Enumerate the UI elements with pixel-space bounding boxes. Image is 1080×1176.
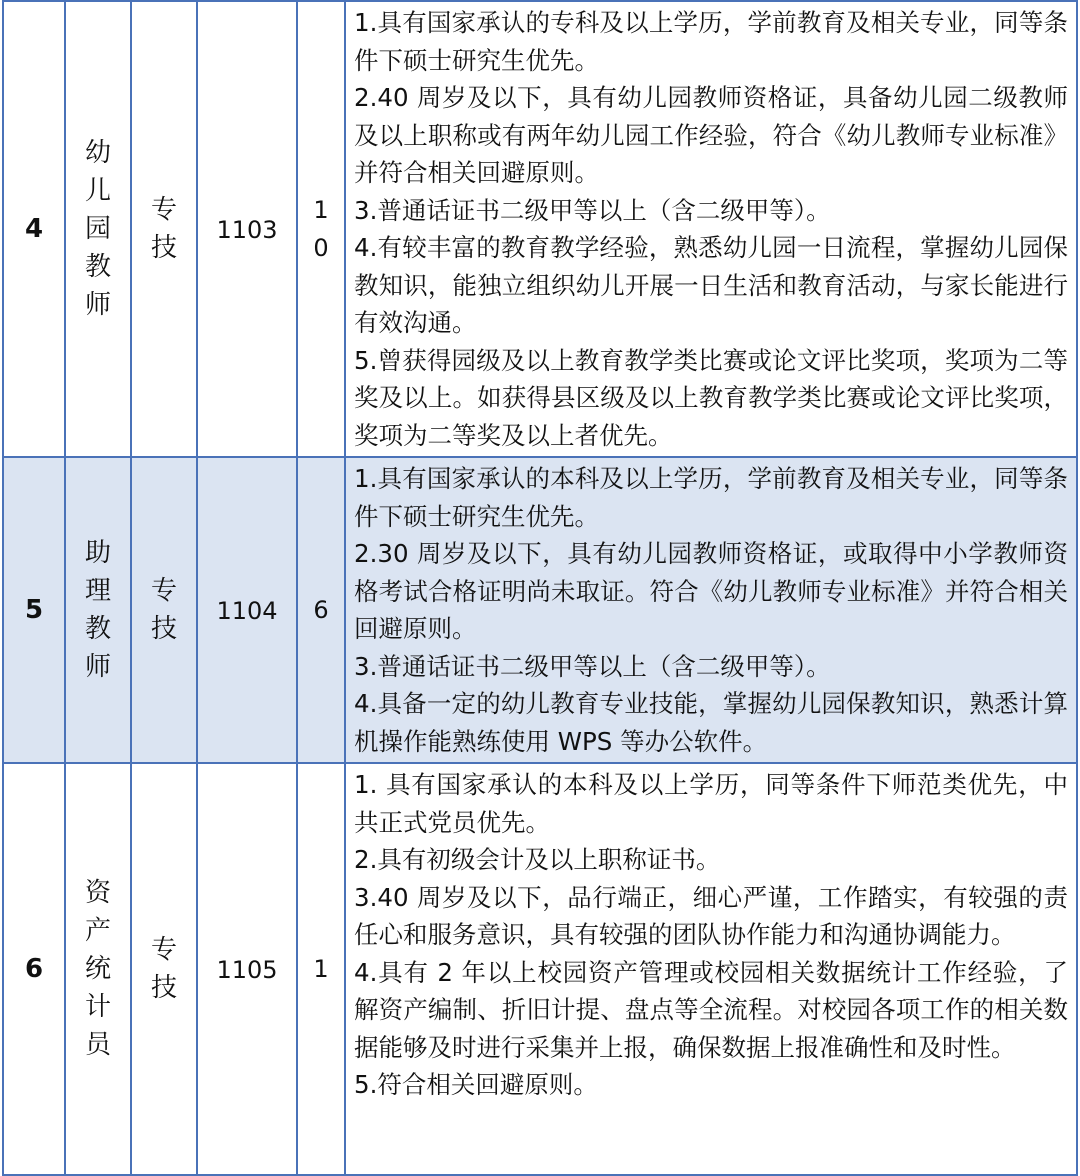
headcount-cell xyxy=(297,457,345,763)
position-type-cell xyxy=(131,763,197,1175)
requirement-item: 2.40 周岁及以下，具有幼儿园教师资格证，具备幼儿园二级教师及以上职称或有两年幼儿园工作经验，符合《幼儿教师专业标准》并符合相关回避原则。 xyxy=(354,83,1068,187)
position-title: 幼儿园教师 xyxy=(84,138,111,320)
requirement-item: 1.具有国家承认的专科及以上学历，学前教育及相关专业，同等条件下硕士研究生优先。 xyxy=(354,8,1068,75)
position-type: 专技 xyxy=(150,576,177,644)
requirement-item: 5.符合相关回避原则。 xyxy=(354,1070,598,1099)
requirements-cell xyxy=(345,1,1077,457)
row-number-cell xyxy=(3,1,65,457)
table-row xyxy=(3,457,1077,763)
position-title-cell xyxy=(65,763,131,1175)
position-type: 专技 xyxy=(150,195,177,263)
table-row xyxy=(3,1,1077,457)
requirement-item: 3.40 周岁及以下，品行端正，细心严谨，工作踏实，有较强的责任心和服务意识，具有较强的团队协作能力和沟通协调能力。 xyxy=(354,882,1068,949)
requirement-item: 2.具有初级会计及以上职称证书。 xyxy=(354,845,721,874)
position-type-cell xyxy=(131,1,197,457)
table-row xyxy=(3,763,1077,1175)
row-number-cell xyxy=(3,763,65,1175)
requirement-item: 4.有较丰富的教育教学经验，熟悉幼儿园一日流程，掌握幼儿园保教知识，能独立组织幼儿开展一日生活和教育活动，与家长能进行有效沟通。 xyxy=(354,233,1068,337)
requirement-item: 1.具有国家承认的本科及以上学历，学前教育及相关专业，同等条件下硕士研究生优先。 xyxy=(354,464,1068,531)
requirement-item: 3.普通话证书二级甲等以上（含二级甲等）。 xyxy=(354,195,831,225)
position-title: 资产统计员 xyxy=(84,878,111,1060)
position-code: 1105 xyxy=(216,955,278,984)
position-title: 助理教师 xyxy=(84,538,111,682)
position-code-cell xyxy=(197,763,297,1175)
headcount: 1 xyxy=(313,955,329,983)
requirements-cell xyxy=(345,763,1077,1175)
position-code: 1104 xyxy=(216,596,278,625)
headcount-cell xyxy=(297,763,345,1175)
position-code-cell xyxy=(197,457,297,763)
headcount-cell xyxy=(297,1,345,457)
requirement-item: 2.30 周岁及以下，具有幼儿园教师资格证，或取得中小学教师资格考试合格证明尚未取证。符合《幼儿教师专业标准》并符合相关回避原则。 xyxy=(354,539,1068,643)
position-type: 专技 xyxy=(150,935,177,1003)
positions-table xyxy=(2,0,1078,1176)
position-code: 1103 xyxy=(216,215,278,244)
row-number-cell xyxy=(3,457,65,763)
headcount: 10 xyxy=(313,196,329,262)
row-number: 5 xyxy=(24,595,44,625)
position-title-cell xyxy=(65,1,131,457)
requirement-item: 4.具有 2 年以上校园资产管理或校园相关数据统计工作经验，了解资产编制、折旧计提、盘点等全流程。对校园各项工作的相关数据能够及时进行采集并上报，确保数据上报准确性和及时性。 xyxy=(354,957,1068,1062)
headcount: 6 xyxy=(313,596,329,624)
position-type-cell xyxy=(131,457,197,763)
requirement-item: 3.普通话证书二级甲等以上（含二级甲等）。 xyxy=(354,651,831,681)
position-title-cell xyxy=(65,457,131,763)
row-number: 6 xyxy=(24,954,44,984)
requirement-item: 4.具备一定的幼儿教育专业技能，掌握幼儿园保教知识，熟悉计算机操作能熟练使用 WPS 等办公软件。 xyxy=(354,689,1068,756)
requirements-cell xyxy=(345,457,1077,763)
requirement-item: 5.曾获得园级及以上教育教学类比赛或论文评比奖项，奖项为二等奖及以上。如获得县区级及以上教育教学类比赛或论文评比奖项，奖项为二等奖及以上者优先。 xyxy=(354,345,1068,450)
row-number: 4 xyxy=(24,214,44,244)
position-code-cell xyxy=(197,1,297,457)
requirement-item: 1. 具有国家承认的本科及以上学历，同等条件下师范类优先，中共正式党员优先。 xyxy=(354,770,1068,837)
